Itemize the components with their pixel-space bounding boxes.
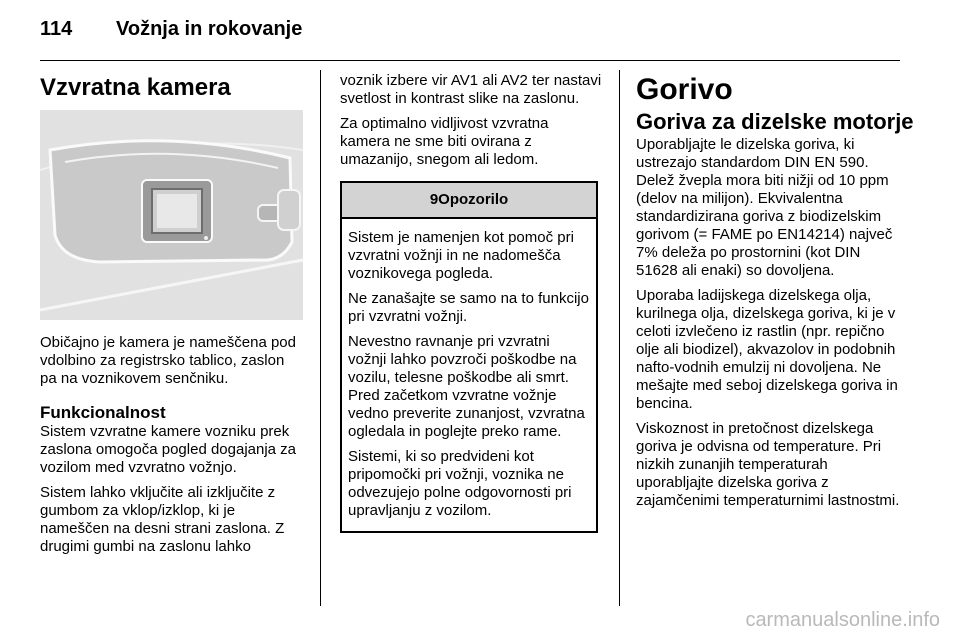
left-column [40, 72, 304, 563]
warning-text-3: Nevestno ravnanje pri vzvratni vožnji lahko povzroči poškodbe na vozilu, telesne poškodbe ali smrt. Pred začetkom vzvratne vožnje vedno preverite zunanjost, vzvratna ogledala in poglejte preko rame. [348, 333, 585, 440]
warning-box [340, 181, 598, 533]
warning-header [342, 183, 596, 219]
warning-text-1: Sistem je namenjen kot pomoč pri vzvratni vožnji in ne nadomešča voznikovega pogleda. [348, 229, 574, 282]
sun-visor-camera-illustration [40, 110, 303, 320]
column-divider-1 [320, 70, 321, 606]
functionality-text-2: Sistem lahko vključite ali izključite z gumbom za vklop/izklop, ki je nameščen na desni strani zaslona. Z drugimi gumbi na zaslonu lahko [40, 484, 285, 555]
warning-title: Opozorilo [438, 191, 509, 208]
continuation-text: voznik izbere vir AV1 ali AV2 ter nastavi svetlost in kontrast slike na zaslonu. [340, 72, 602, 107]
intro-text: Običajno je kamera je nameščena pod vdolbino za registrsko tablico, zaslon pa na voznikovem senčniku. [40, 334, 296, 387]
column-divider-2 [619, 70, 620, 606]
fuel-heading: Gorivo [636, 73, 733, 106]
middle-column [340, 72, 602, 533]
fuel-text-3: Viskoznost in pretočnost dizelskega goriva je odvisna od temperature. Pri nizkih zunanjih temperaturah uporabljajte dizelska goriva z zajamčenimi temperaturnimi lastnostmi. [636, 420, 900, 509]
warning-text-2: Ne zanašajte se samo na to funkcijo pri vzvratni vožnji. [348, 290, 589, 325]
page-number: 114 [40, 18, 73, 40]
section-title: Vožnja in rokovanje [116, 18, 303, 40]
warning-text-4: Sistemi, ki so predvideni kot pripomočki pri vožnji, voznika ne odvezujejo polne odgovornosti pri upravljanju z vozilom. [348, 448, 572, 519]
visibility-text: Za optimalno vidljivost vzvratna kamera ne sme biti ovirana z umazanijo, snegom ali ledom. [340, 115, 549, 168]
right-column [636, 72, 914, 517]
warning-icon: 9 [429, 191, 439, 208]
diesel-fuels-heading: Goriva za dizelske motorje [636, 109, 914, 134]
warning-body [342, 219, 596, 531]
header-rule [40, 60, 900, 61]
fuel-text-1: Uporabljajte le dizelska goriva, ki ustrezajo standardom DIN EN 590. Delež žvepla mora biti nižji od 10 ppm (delov na milijon). Ekvivalentna standardizirana goriva z biodizelskim gorivom (= FAME po EN14214) največ 7% deleža po prostornini (kot DIN 51628 ali enaki) so dovoljena. [636, 136, 893, 279]
functionality-text-1: Sistem vzvratne kamere vozniku prek zaslona omogoča pogled dogajanja za vozilom med vzvratno vožnjo. [40, 423, 297, 476]
watermark: carmanualsonline.info [745, 609, 940, 631]
functionality-heading: Funkcionalnost [40, 403, 166, 422]
fuel-text-2: Uporaba ladijskega dizelskega olja, kurilnega olja, dizelskega goriva, ki je v celoti izvlečeno iz rastlin (npr. repično olje ali biodizel), akvazolov in podobnih nafto-vodnih emulzij ni dovoljena. Ne mešajte med seboj dizelskega goriva in bencina. [636, 287, 898, 412]
rear-camera-heading: Vzvratna kamera [40, 74, 231, 101]
sun-visor-illustration-icon [40, 110, 303, 320]
